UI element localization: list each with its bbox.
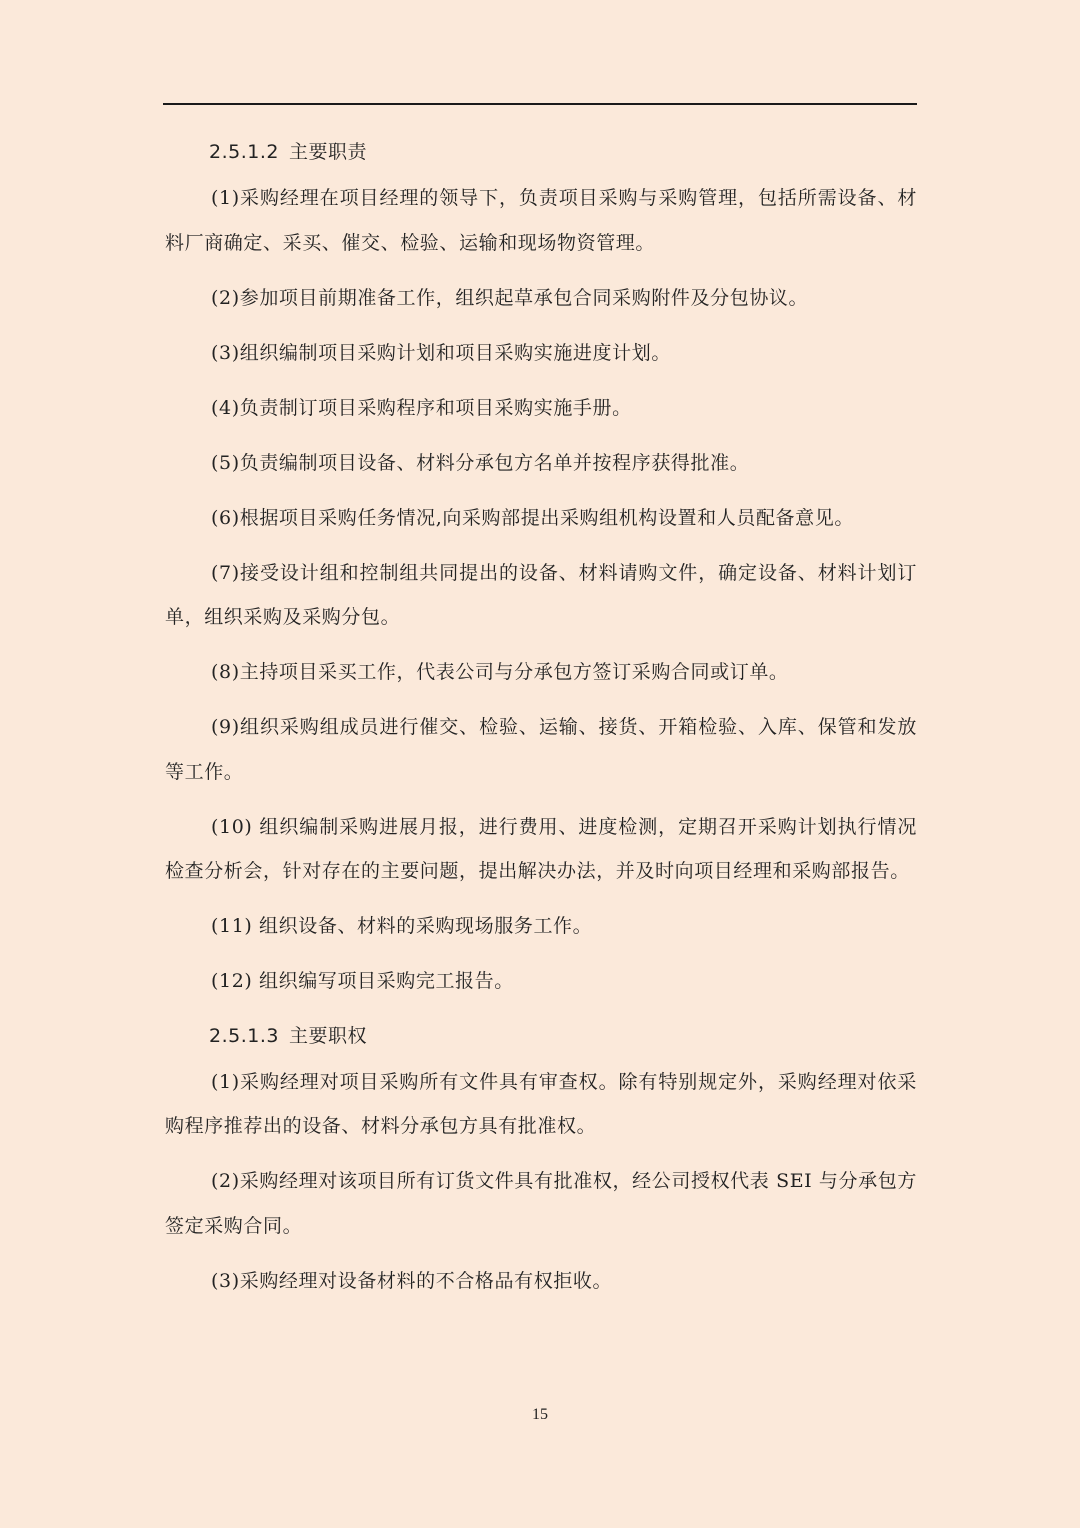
paragraph-duty-5: (5)负责编制项目设备、材料分承包方名单并按程序获得批准。 (211, 451, 750, 474)
paragraph-duty-11: (11) 组织设备、材料的采购现场服务工作。 (211, 915, 593, 937)
section-title: 主要职责 (288, 141, 367, 163)
paragraph-authority-3: (3)采购经理对设备材料的不合格品有权拒收。 (211, 1269, 613, 1292)
section-number: 2.5.1.2 (209, 141, 279, 163)
paragraph-duty-3: (3)组织编制项目采购计划和项目采购实施进度计划。 (211, 341, 671, 364)
paragraph-duty-9: (9)组织采购组成员进行催交、检验、运输、接货、开箱检验、入库、保管和发放等工作。 (165, 716, 917, 783)
section-heading-2512 (165, 132, 917, 172)
paragraph-duty-12: (12) 组织编写项目采购完工报告。 (211, 970, 514, 992)
paragraph-duty-2: (2)参加项目前期准备工作，组织起草承包合同采购附件及分包协议。 (211, 286, 809, 309)
header-rule (163, 103, 917, 105)
paragraph-duty-1: (1)采购经理在项目经理的领导下，负责项目采购与采购管理，包括所需设备、材料厂商确定、采买、催交、检验、运输和现场物资管理。 (165, 187, 917, 254)
section-number: 2.5.1.3 (209, 1024, 279, 1047)
section-title: 主要职权 (288, 1024, 367, 1047)
paragraph-authority-2: (2)采购经理对该项目所有订货文件具有批准权，经公司授权代表 SEI 与分承包方签定采购合同。 (165, 1170, 917, 1237)
section-heading-2513 (165, 1016, 917, 1056)
page-number: 15 (532, 1406, 548, 1423)
paragraph-duty-10: (10) 组织编制采购进展月报，进行费用、进度检测，定期召开采购计划执行情况检查分析会，针对存在的主要问题，提出解决办法，并及时向项目经理和采购部报告。 (165, 815, 917, 882)
paragraph-duty-4: (4)负责制订项目采购程序和项目采购实施手册。 (211, 396, 632, 419)
paragraph-duty-7: (7)接受设计组和控制组共同提出的设备、材料请购文件，确定设备、材料计划订单，组织采购及采购分包。 (165, 561, 917, 628)
paragraph-authority-1: (1)采购经理对项目采购所有文件具有审查权。除有特别规定外，采购经理对依采购程序推荐出的设备、材料分承包方具有批准权。 (165, 1070, 917, 1137)
paragraph-duty-6: (6)根据项目采购任务情况,向采购部提出采购组机构设置和人员配备意见。 (211, 506, 854, 529)
document-body (165, 132, 917, 1314)
paragraph-duty-8: (8)主持项目采买工作，代表公司与分承包方签订采购合同或订单。 (211, 661, 789, 683)
